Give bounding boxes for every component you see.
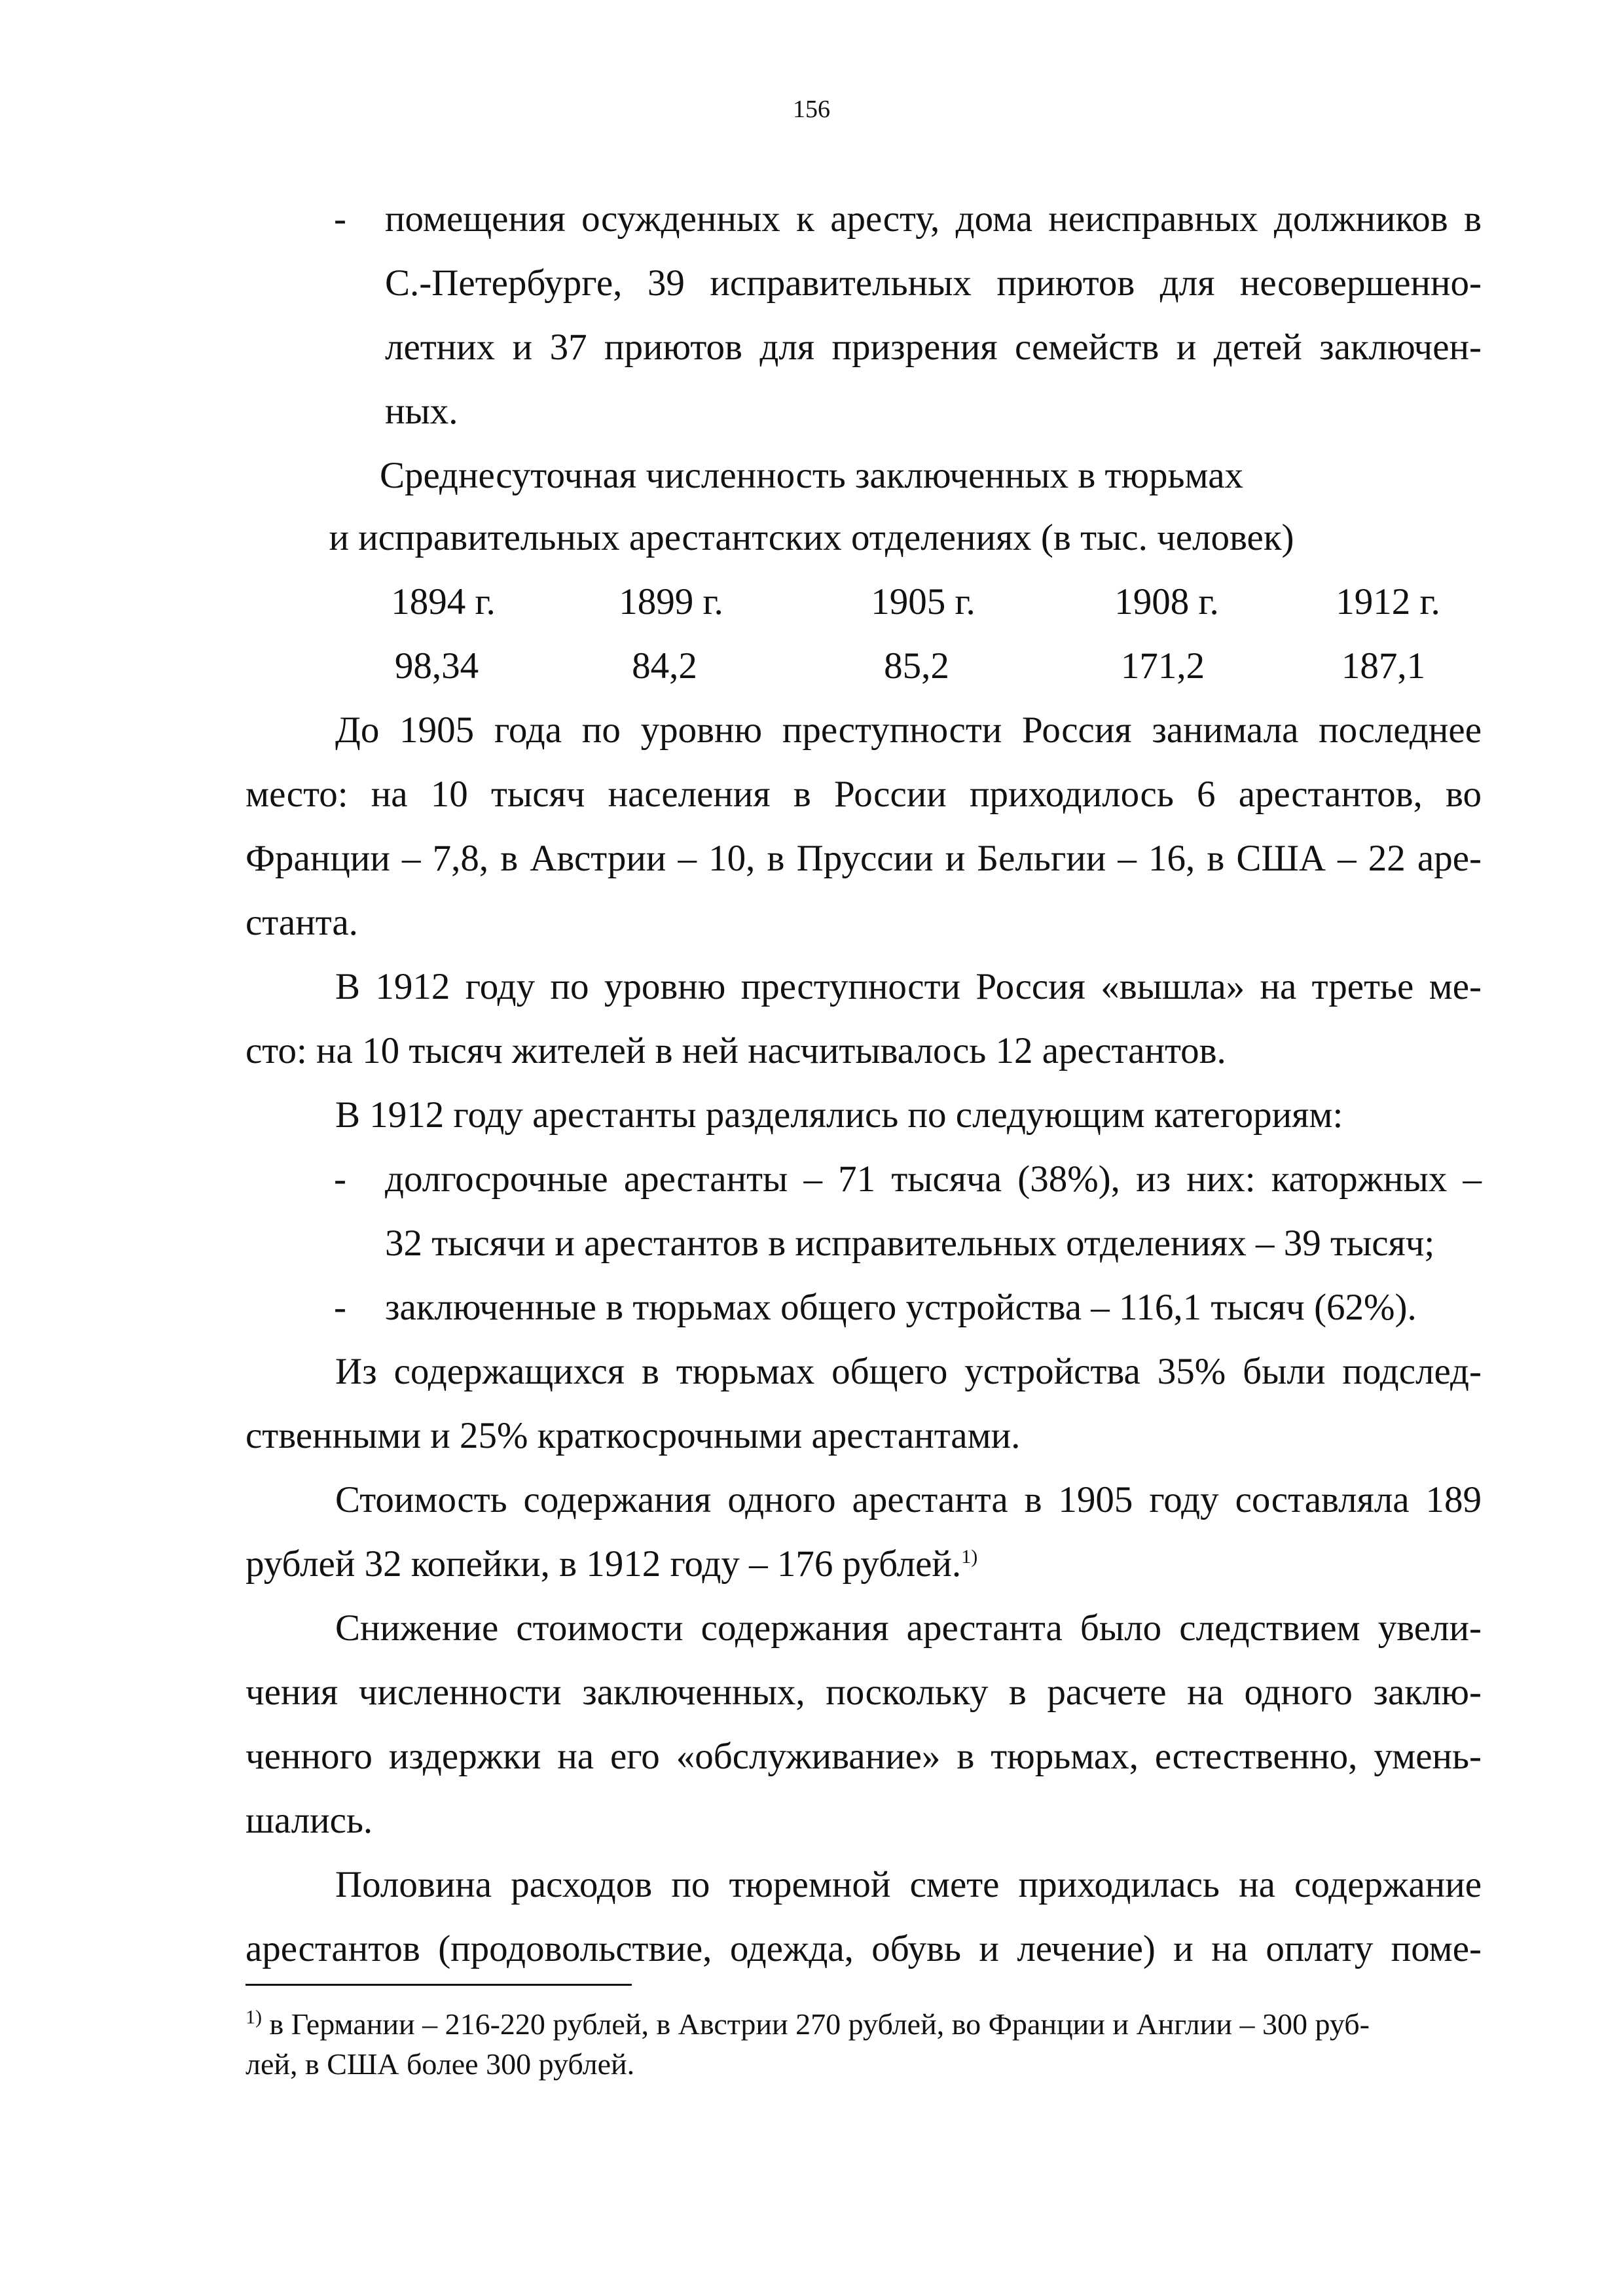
paragraph-line: Из содержащихся в тюрьмах общего устройства 35% были подслед- — [335, 1351, 1482, 1392]
paragraph-text: рублей 32 копейки, в 1912 году – 176 рублей. — [246, 1543, 962, 1585]
table-year: 1908 г. — [1114, 581, 1219, 622]
list-line: заключенные в тюрьмах общего устройства – 116,1 тысяч (62%). — [385, 1287, 1417, 1328]
paragraph-line: В 1912 году арестанты разделялись по следующим категориям: — [335, 1094, 1343, 1136]
paragraph-line: Франции – 7,8, в Австрии – 10, в Пруссии и Бельгии – 16, в США – 22 аре- — [246, 838, 1482, 879]
paragraph-line: Снижение стоимости содержания арестанта было следствием увели- — [335, 1607, 1482, 1649]
list-line: С.-Петербурге, 39 исправительных приютов для несовершенно- — [385, 262, 1482, 304]
list-line: 32 тысячи и арестантов в исправительных отделениях – 39 тысяч; — [385, 1223, 1435, 1264]
table-year: 1905 г. — [871, 581, 976, 622]
footnote-line — [246, 2006, 1370, 2043]
table-value: 187,1 — [1341, 645, 1426, 687]
paragraph-line — [246, 1541, 977, 1587]
list-line: долгосрочные арестанты – 71 тысяча (38%), из них: каторжных – — [385, 1158, 1482, 1200]
table-value: 84,2 — [632, 645, 697, 687]
list-line: ных. — [385, 391, 458, 432]
paragraph-line: место: на 10 тысяч населения в России приходилось 6 арестантов, во — [246, 774, 1482, 815]
table-title: и исправительных арестантских отделениях (в тыс. человек) — [329, 517, 1294, 558]
footnote-line: лей, в США более 300 рублей. — [246, 2047, 635, 2081]
table-title: Среднесуточная численность заключенных в тюрьмах — [379, 455, 1244, 496]
footnote-reference: 1) — [961, 1546, 978, 1568]
table-value: 171,2 — [1120, 645, 1205, 687]
paragraph-line: ственными и 25% краткосрочными арестантами. — [246, 1415, 1021, 1456]
table-year: 1894 г. — [391, 581, 496, 622]
paragraph-line: До 1905 года по уровню преступности Россия занимала последнее — [335, 709, 1482, 751]
list-marker: - — [334, 1287, 346, 1328]
list-marker: - — [334, 1158, 346, 1200]
paragraph-line: станта. — [246, 902, 358, 943]
table-year: 1912 г. — [1336, 581, 1440, 622]
paragraph-line: Половина расходов по тюремной смете приходилась на содержание — [335, 1864, 1482, 1905]
paragraph-line: В 1912 году по уровню преступности Россия «вышла» на третье ме- — [335, 966, 1482, 1007]
list-line: летних и 37 приютов для призрения семейств и детей заключен- — [385, 327, 1482, 368]
table-value: 98,34 — [394, 645, 479, 687]
table-value: 85,2 — [884, 645, 949, 687]
paragraph-line: Стоимость содержания одного арестанта в 1905 году составляла 189 — [335, 1479, 1482, 1520]
footnote-marker: 1) — [246, 2006, 262, 2028]
list-line: помещения осужденных к аресту, дома неисправных должников в — [385, 198, 1482, 240]
paragraph-line: арестантов (продовольствие, одежда, обувь и лечение) и на оплату поме- — [246, 1928, 1482, 1969]
paragraph-line: чения численности заключенных, поскольку в расчете на одного заклю- — [246, 1672, 1482, 1713]
footnote-text: в Германии – 216-220 рублей, в Австрии 270 рублей, во Франции и Англии – 300 руб- — [269, 2007, 1370, 2041]
footnote-divider — [246, 1984, 632, 1986]
list-marker: - — [334, 198, 346, 240]
paragraph-line: шались. — [246, 1800, 373, 1841]
paragraph-line: сто: на 10 тысяч жителей в ней насчитывалось 12 арестантов. — [246, 1030, 1226, 1071]
page-number: 156 — [793, 96, 830, 123]
table-year: 1899 г. — [619, 581, 723, 622]
paragraph-line: ченного издержки на его «обслуживание» в тюрьмах, естественно, умень- — [246, 1736, 1482, 1777]
